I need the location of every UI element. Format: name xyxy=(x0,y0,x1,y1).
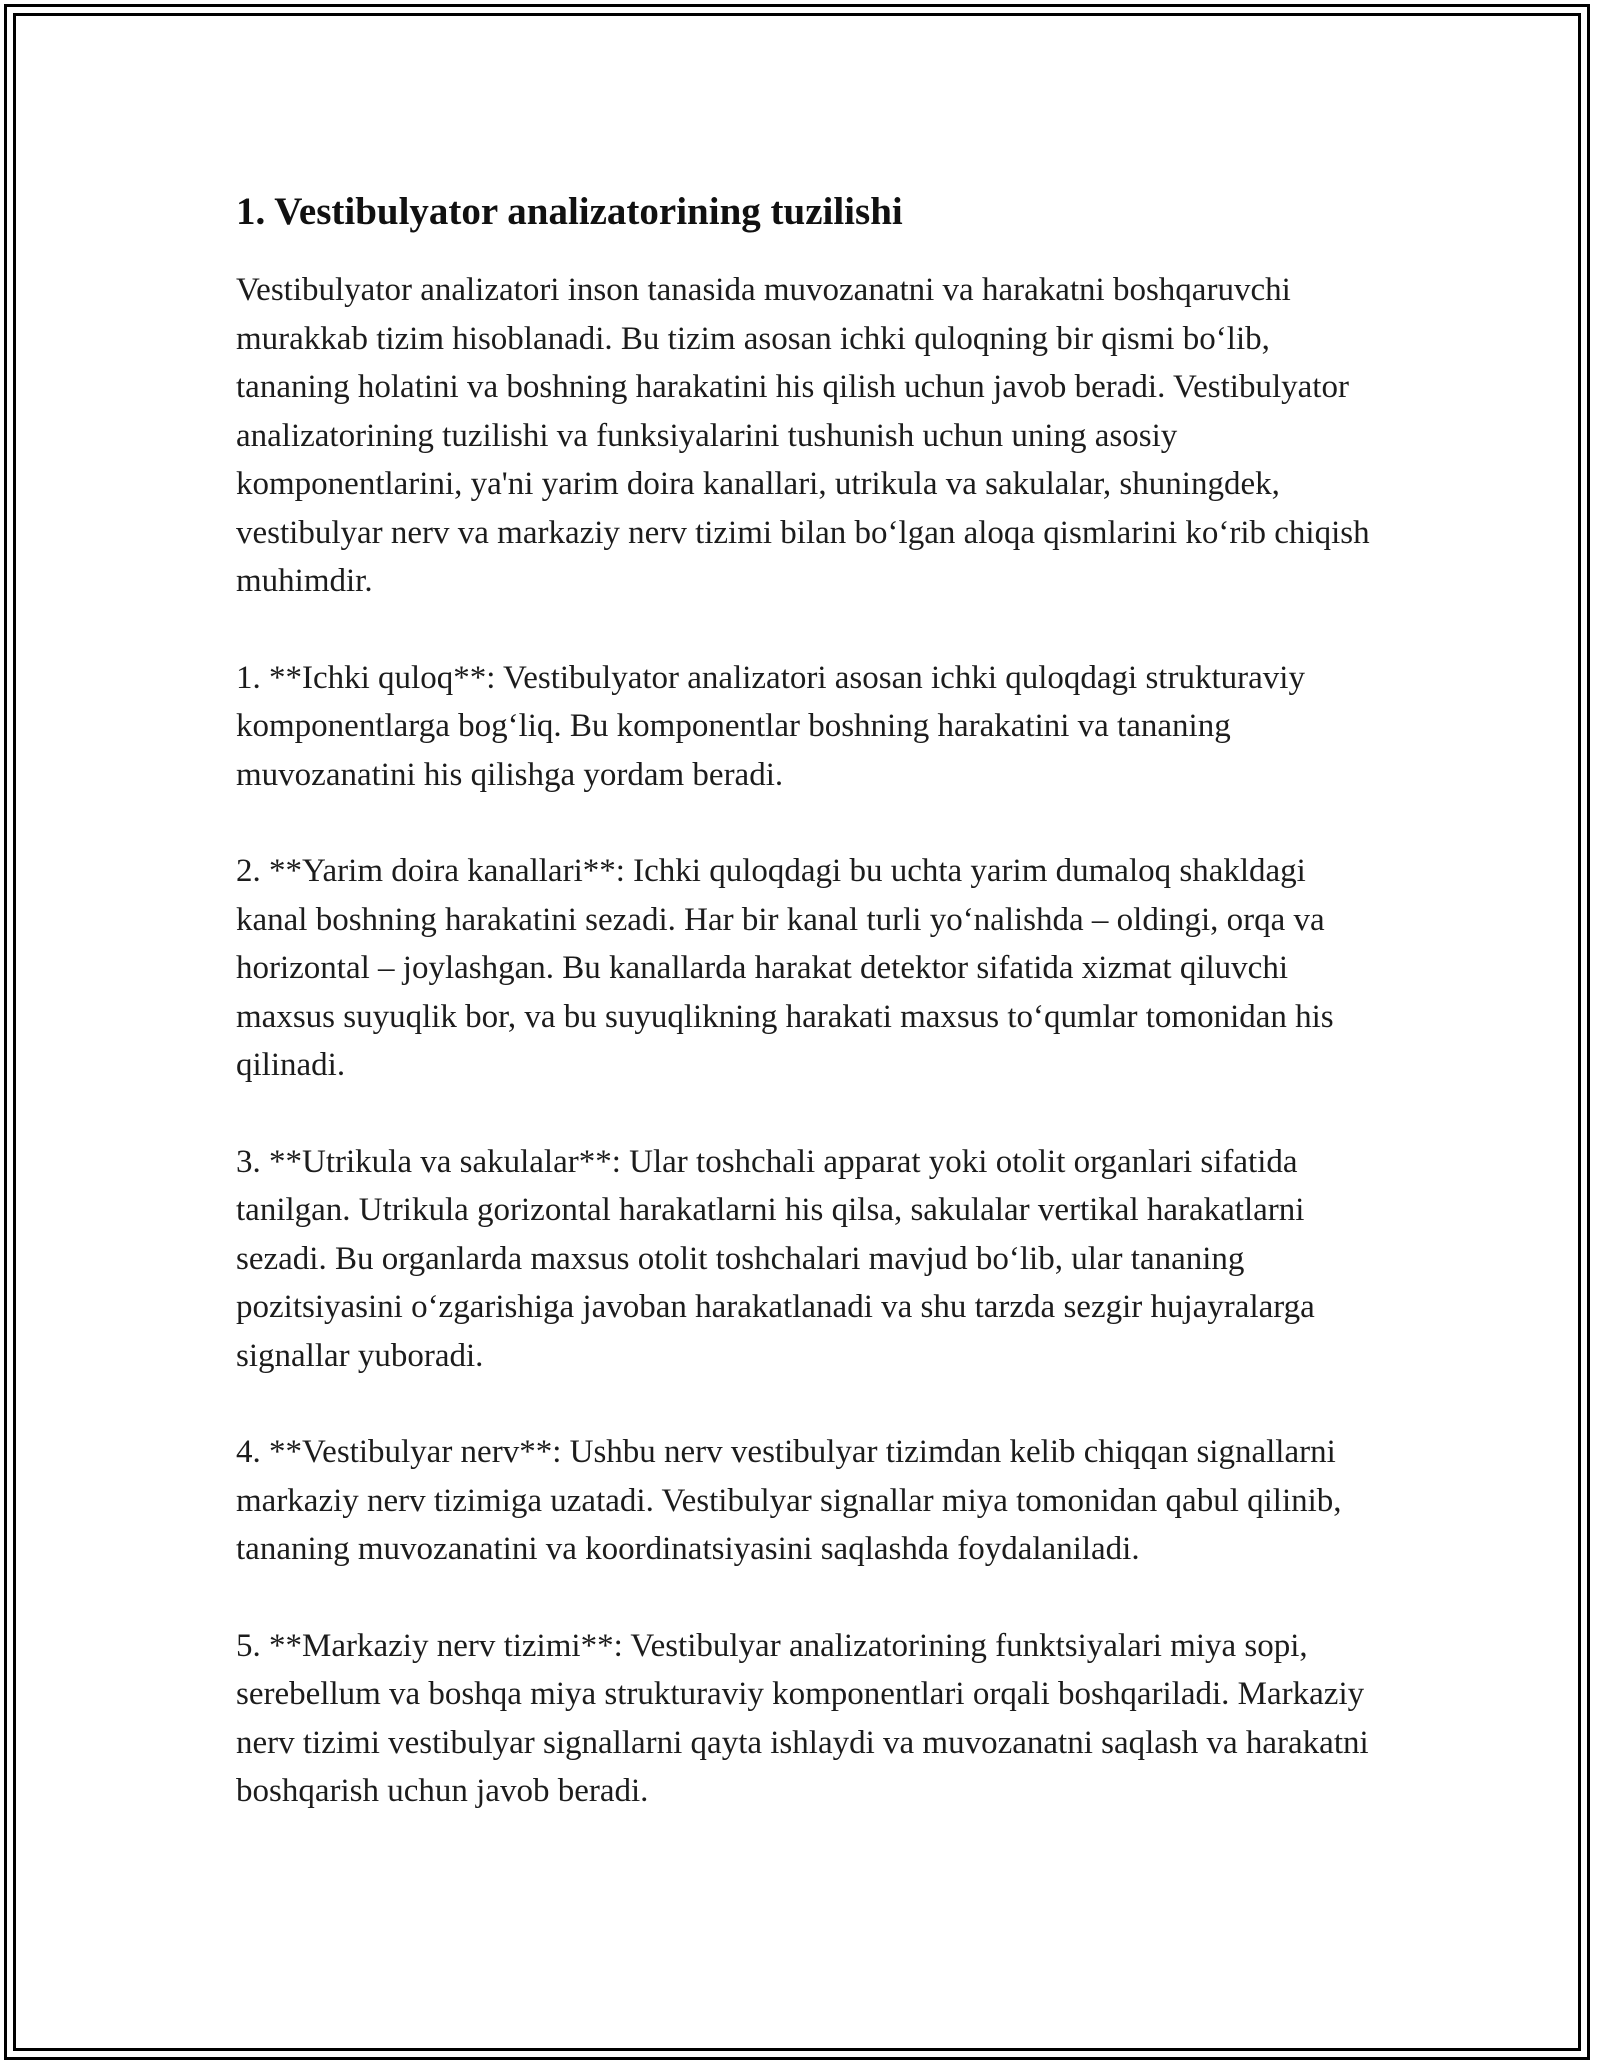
list-item-markaziy-nerv-tizimi: 5. **Markaziy nerv tizimi**: Vestibulyar analizatorining funktsiyalari miya sopi, serebellum va boshqa miya strukturaviy komponentlari orqali boshqariladi. Markaziy nerv tizimi vestibulyar signallarni qayta ishlaydi va muvozanatni saqlash va harakatni boshqarish uchun javob beradi. xyxy=(236,1627,1369,1809)
document-body xyxy=(236,188,1376,1864)
list-item-ichki-quloq: 1. **Ichki quloq**: Vestibulyator analizatori asosan ichki quloqdagi strukturaviy komponentlarga bog‘liq. Bu komponentlar boshning harakatini va tananing muvozanatini his qilishga yordam beradi. xyxy=(236,659,1305,793)
section-heading: 1. Vestibulyator analizatorining tuzilishi xyxy=(236,190,903,233)
list-item-utrikula-va-sakulalar: 3. **Utrikula va sakulalar**: Ular toshchali apparat yoki otolit organlari sifatida tanilgan. Utrikula gorizontal harakatlarni his qilsa, sakulalar vertikal harakatlarni sezadi. Bu organlarda maxsus otolit toshchalari mavjud bo‘lib, ular tananing pozitsiyasini o‘zgarishiga javoban harakatlanadi va shu tarzda sezgir hujayralarga signallar yuboradi. xyxy=(236,1143,1315,1374)
intro-paragraph: Vestibulyator analizatori inson tanasida muvozanatni va harakatni boshqaruvchi murakkab tizim hisoblanadi. Bu tizim asosan ichki quloqning bir qismi bo‘lib, tananing holatini va boshning harakatini his qilish uchun javob beradi. Vestibulyator analizatorining tuzilishi va funksiyalarini tushunish uchun uning asosiy komponentlarini, ya'ni yarim doira kanallari, utrikula va sakulalar, shuningdek, vestibulyar nerv va markaziy nerv tizimi bilan bo‘lgan aloqa qismlarini ko‘rib chiqish muhimdir. xyxy=(236,272,1370,599)
list-item-vestibulyar-nerv: 4. **Vestibulyar nerv**: Ushbu nerv vestibulyar tizimdan kelib chiqqan signallarni markaziy nerv tizimiga uzatadi. Vestibulyar signallar miya tomonidan qabul qilinib, tananing muvozanatini va koordinatsiyasini saqlashda foydalaniladi. xyxy=(236,1434,1342,1567)
list-item-yarim-doira-kanallari: 2. **Yarim doira kanallari**: Ichki quloqdagi bu uchta yarim dumaloq shakldagi kanal boshning harakatini sezadi. Har bir kanal turli yo‘nalishda – oldingi, orqa va horizontal – joylashgan. Bu kanallarda harakat detektor sifatida xizmat qiluvchi maxsus suyuqlik bor, va bu suyuqlikning harakati maxsus to‘qumlar tomonidan his qilinadi. xyxy=(236,853,1334,1083)
